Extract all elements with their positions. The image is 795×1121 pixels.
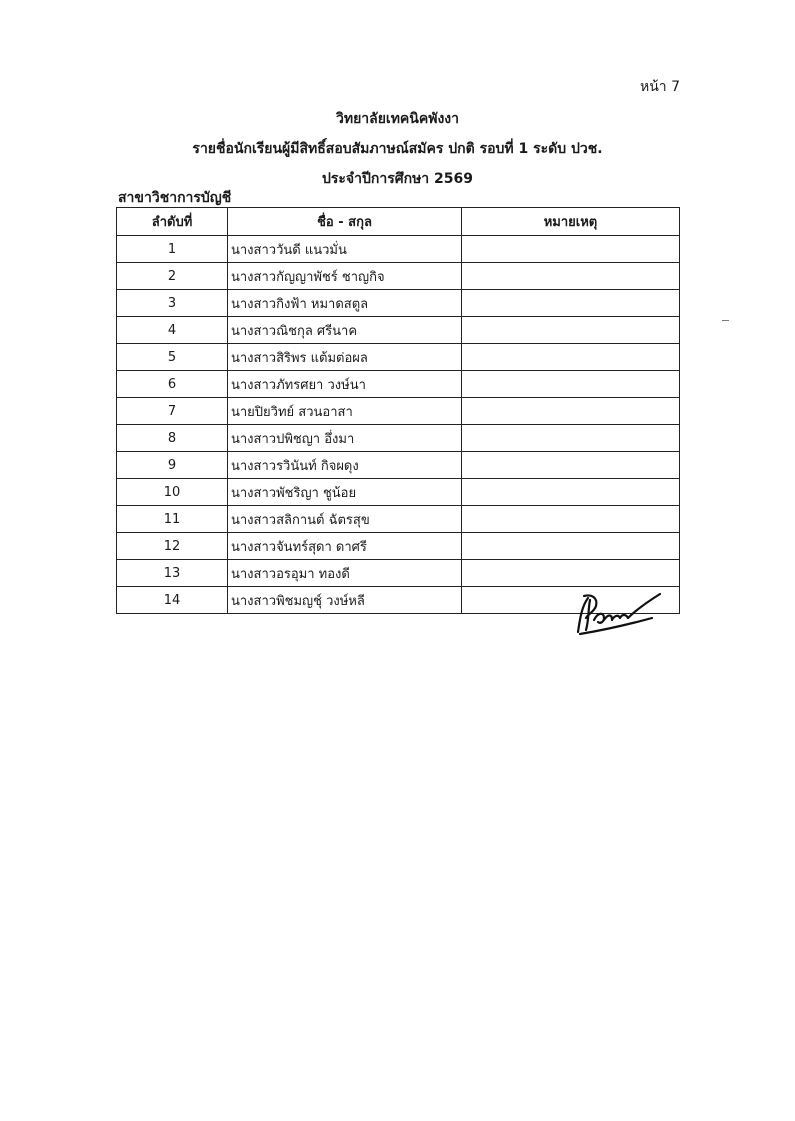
row-remark — [462, 479, 680, 506]
table-row — [117, 290, 680, 317]
student-name: นางสาวพิชมญชุ์ วงษ์หลี — [228, 587, 462, 614]
row-number: 10 — [117, 479, 228, 506]
student-name: นางสาวกัญญาพัชร์ ชาญกิจ — [228, 263, 462, 290]
student-name: นางสาวจันทร์สุดา ดาศรี — [228, 533, 462, 560]
student-name: นางสาวปพิชญา อึ่งมา — [228, 425, 462, 452]
student-name: นางสาวณิชกุล ศรีนาค — [228, 317, 462, 344]
row-remark — [462, 344, 680, 371]
document-header — [0, 104, 795, 194]
table-row — [117, 398, 680, 425]
row-number: 1 — [117, 236, 228, 263]
row-remark — [462, 371, 680, 398]
section-title: สาขาวิชาการบัญชี — [118, 190, 232, 206]
student-name: นางสาววันดี แนวมั่น — [228, 236, 462, 263]
page-number: หน้า 7 — [640, 79, 681, 95]
row-number: 7 — [117, 398, 228, 425]
row-remark — [462, 452, 680, 479]
table-row — [117, 452, 680, 479]
row-number: 8 — [117, 425, 228, 452]
row-number: 13 — [117, 560, 228, 587]
signature — [574, 590, 664, 640]
row-number: 9 — [117, 452, 228, 479]
table-row — [117, 506, 680, 533]
academic-year: ประจำปีการศึกษา 2569 — [321, 171, 474, 187]
student-name: นางสาวสลิกานต์ ฉัตรสุข — [228, 506, 462, 533]
student-name: นางสาวรวินันท์ กิจผดุง — [228, 452, 462, 479]
row-remark — [462, 290, 680, 317]
table-row — [117, 236, 680, 263]
table-row — [117, 533, 680, 560]
table-row — [117, 560, 680, 587]
header-name: ชื่อ - สกุล — [228, 208, 462, 236]
institution-name: วิทยาลัยเทคนิคพังงา — [335, 111, 459, 127]
table-row — [117, 344, 680, 371]
row-number: 11 — [117, 506, 228, 533]
student-name: นางสาวสิริพร แต้มต่อผล — [228, 344, 462, 371]
row-remark — [462, 263, 680, 290]
row-number: 12 — [117, 533, 228, 560]
student-name: นางสาวภัทรศยา วงษ์นา — [228, 371, 462, 398]
row-number: 2 — [117, 263, 228, 290]
row-remark — [462, 560, 680, 587]
row-number: 14 — [117, 587, 228, 614]
row-remark — [462, 506, 680, 533]
table-row — [117, 425, 680, 452]
table-body — [117, 236, 680, 614]
row-remark — [462, 533, 680, 560]
scan-mark — [722, 320, 729, 321]
row-remark — [462, 425, 680, 452]
row-number: 4 — [117, 317, 228, 344]
header-no: ลำดับที่ — [117, 208, 228, 236]
student-name: นางสาวอรอุมา ทองดี — [228, 560, 462, 587]
row-number: 3 — [117, 290, 228, 317]
table-row — [117, 371, 680, 398]
table-row — [117, 479, 680, 506]
student-name: นางสาวกิงฟ้า หมาดสตูล — [228, 290, 462, 317]
student-name: นายปิยวิทย์ สวนอาสา — [228, 398, 462, 425]
row-number: 6 — [117, 371, 228, 398]
table-header-row — [117, 208, 680, 236]
student-name: นางสาวพัชริญา ชูน้อย — [228, 479, 462, 506]
header-remark: หมายเหตุ — [462, 208, 680, 236]
row-number: 5 — [117, 344, 228, 371]
student-roster-table — [116, 207, 680, 614]
table-row — [117, 317, 680, 344]
row-remark — [462, 398, 680, 425]
document-title: รายชื่อนักเรียนผู้มีสิทธิ์สอบสัมภาษณ์สมัคร ปกติ รอบที่ 1 ระดับ ปวช. — [192, 141, 603, 157]
row-remark — [462, 317, 680, 344]
table-row — [117, 263, 680, 290]
signature-icon — [574, 590, 664, 636]
row-remark — [462, 236, 680, 263]
